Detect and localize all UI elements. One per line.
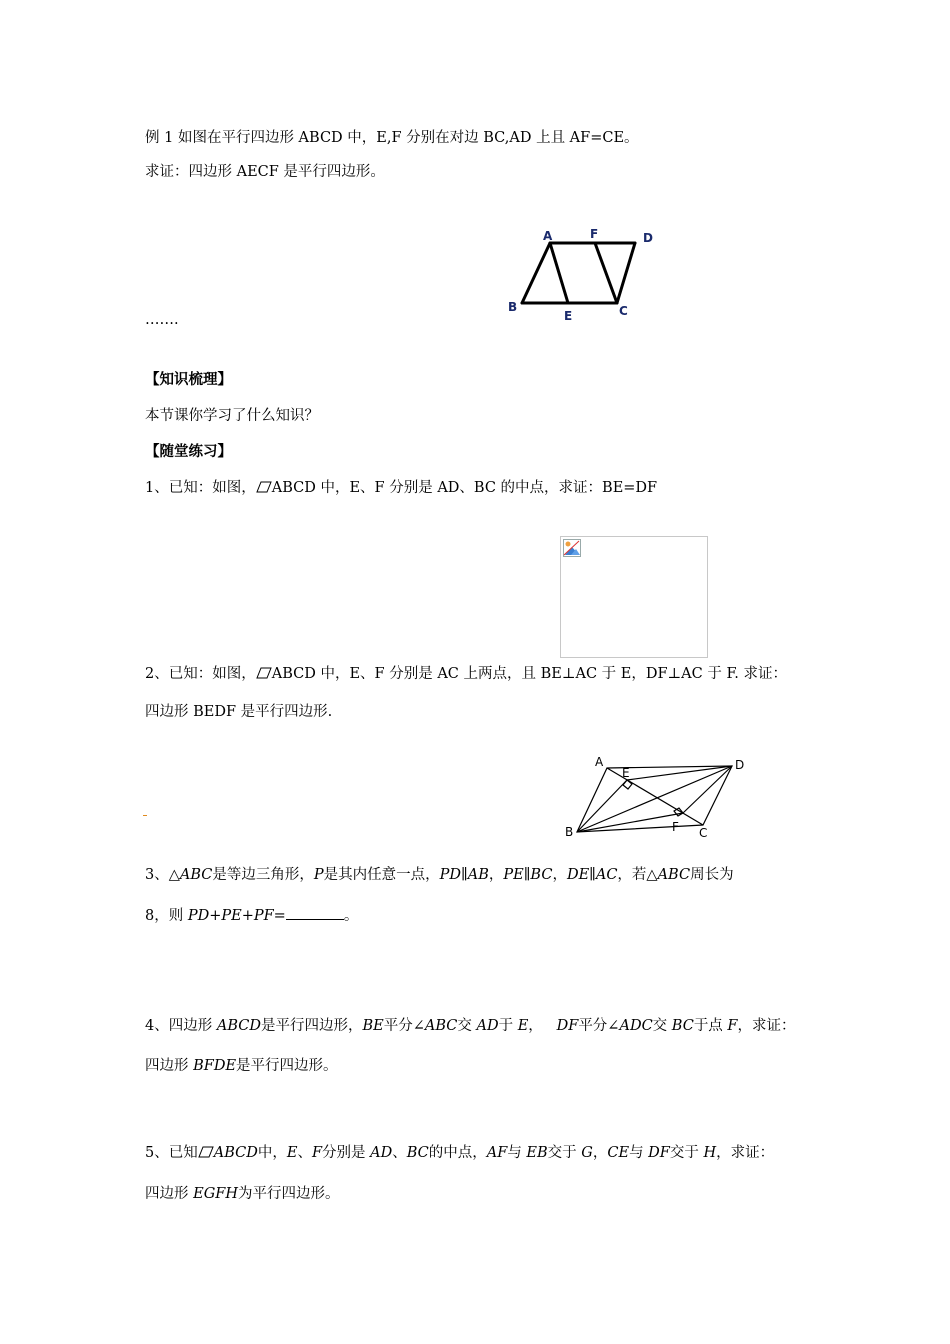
p5-math: CE <box>607 1145 630 1161</box>
p5-text: 四边形 <box>145 1186 194 1202</box>
p4-text: 四边形 <box>145 1058 194 1074</box>
parallelogram-symbol-icon <box>198 1146 214 1158</box>
p5-text: 5、已知 <box>145 1145 198 1161</box>
p3-text: 。 <box>343 908 359 924</box>
p3-text: ，若△ <box>617 867 658 883</box>
segment-AB <box>522 243 550 303</box>
problem-1-text: ABCD 中，E、F 分别是 AD、BC 的中点，求证：BE=DF <box>271 480 658 496</box>
p5-text: 、 <box>297 1145 312 1161</box>
stray-dash-mark <box>143 815 147 816</box>
p3-math: PD∥AB <box>439 867 489 883</box>
segment-AE <box>550 243 568 303</box>
p5-text: 为平行四边形。 <box>237 1186 340 1202</box>
problem-4-line2 <box>145 1056 338 1076</box>
segment-DC <box>617 243 635 303</box>
p5-math: EGFH <box>193 1186 238 1202</box>
p5-math: DF <box>648 1145 670 1161</box>
p4-math: DF <box>556 1018 579 1034</box>
p3-text: 8，则 <box>145 908 188 924</box>
figure1-parallelogram <box>500 222 670 322</box>
problem-5 <box>145 1143 774 1163</box>
p4-text: 于点 <box>693 1018 728 1034</box>
label-A: A <box>595 755 604 769</box>
parallelogram-symbol-icon <box>256 667 272 679</box>
label-B: B <box>565 825 574 839</box>
label-F: F <box>672 820 679 834</box>
p4-text: ，求证： <box>737 1018 796 1034</box>
p5-text: 与 <box>507 1145 527 1161</box>
p4-text: 是平行四边形， <box>260 1018 363 1034</box>
problem-2-line2: 四边形 BEDF 是平行四边形. <box>145 704 333 720</box>
label-C: C <box>699 826 708 840</box>
p3-text: 是等边三角形， <box>212 867 314 883</box>
p3-math: ABC <box>179 867 213 883</box>
knowledge-question: 本节课你学习了什么知识？ <box>145 408 319 424</box>
p4-text: ， <box>528 1018 557 1034</box>
problem-1-prefix: 1、已知：如图， <box>145 480 256 496</box>
p5-math: EB <box>526 1145 548 1161</box>
p4-text: 4、四边形 <box>145 1018 217 1034</box>
label-D: D <box>735 758 745 772</box>
problem-4 <box>145 1016 795 1036</box>
problem-5-line2 <box>145 1184 339 1204</box>
practice-heading: 【随堂练习】 <box>145 443 232 460</box>
problem-1 <box>145 478 657 498</box>
p4-math: E <box>517 1018 529 1034</box>
problem-2 <box>145 664 787 684</box>
problem-2-text: ABCD 中，E、F 分别是 AC 上两点，且 BE⊥AC 于 E，DF⊥AC 于 F. 求证： <box>271 666 787 682</box>
figure3-parallelogram <box>560 752 760 847</box>
p4-text: 交 <box>457 1018 477 1034</box>
p5-text: ， <box>592 1145 608 1161</box>
p4-math: BE <box>362 1018 384 1034</box>
p5-text: 中， <box>257 1145 287 1161</box>
label-A: A <box>543 229 553 243</box>
label-E: E <box>622 766 630 780</box>
p4-text: 交 <box>652 1018 672 1034</box>
p4-text: 平分∠ <box>383 1018 425 1034</box>
p5-text: 的中点， <box>428 1145 487 1161</box>
p4-text: 是平行四边形。 <box>236 1058 338 1074</box>
p5-math: E <box>286 1145 298 1161</box>
p5-text: 、 <box>392 1145 407 1161</box>
answer-blank[interactable] <box>286 905 344 920</box>
p4-math: ABCD <box>216 1018 261 1034</box>
p4-math: BFDE <box>193 1058 237 1074</box>
problem-3-line2 <box>145 905 358 926</box>
p4-math: BC <box>671 1018 694 1034</box>
knowledge-heading: 【知识梳理】 <box>145 371 232 388</box>
ellipsis: ……. <box>145 312 179 328</box>
p5-math: ABCD <box>213 1145 258 1161</box>
p3-text: 是其内任意一点， <box>323 867 440 883</box>
p5-text: 与 <box>629 1145 649 1161</box>
label-E: E <box>564 309 573 323</box>
p3-text: ， <box>552 867 567 883</box>
example1-prove: 求证：四边形 AECF 是平行四边形。 <box>145 164 385 180</box>
p4-math: ADC <box>619 1018 653 1034</box>
label-D: D <box>643 231 653 245</box>
p4-math: F <box>727 1018 738 1034</box>
p4-math: AD <box>476 1018 499 1034</box>
problem-2-prefix: 2、已知：如图， <box>145 666 256 682</box>
p3-text: 周长为 <box>690 867 734 883</box>
p5-text: ，求证： <box>716 1145 775 1161</box>
segment-DF <box>683 766 732 813</box>
segment-FC <box>595 243 617 303</box>
p5-math: H <box>703 1145 717 1161</box>
parallelogram-symbol-icon <box>256 481 272 493</box>
p3-text: 3、△ <box>145 867 180 883</box>
p5-math: AD <box>370 1145 393 1161</box>
p5-math: BC <box>406 1145 429 1161</box>
missing-image-placeholder <box>560 536 708 658</box>
p3-math: PE∥BC <box>503 867 553 883</box>
p3-text: ， <box>488 867 504 883</box>
label-F: F <box>590 227 599 241</box>
p5-math: F <box>311 1145 323 1161</box>
label-B: B <box>508 300 518 314</box>
p5-math: G <box>581 1145 593 1161</box>
p5-math: AF <box>486 1145 508 1161</box>
p3-math: P <box>313 867 324 883</box>
p5-text: 交于 <box>547 1145 582 1161</box>
p5-text: 交于 <box>669 1145 704 1161</box>
p4-text: 于 <box>498 1018 518 1034</box>
p3-math: ABC <box>657 867 691 883</box>
example1-statement: 例 1 如图在平行四边形 ABCD 中，E,F 分别在对边 BC,AD 上且 AF=CE。 <box>145 130 639 146</box>
p5-text: 分别是 <box>322 1145 371 1161</box>
p3-math: DE∥AC <box>566 867 618 883</box>
broken-image-icon <box>563 539 581 557</box>
label-C: C <box>619 304 628 318</box>
problem-3 <box>145 865 734 885</box>
p4-math: ABC <box>424 1018 458 1034</box>
p4-text: 平分∠ <box>578 1018 620 1034</box>
p3-math: PD+PE+PF= <box>187 908 286 924</box>
